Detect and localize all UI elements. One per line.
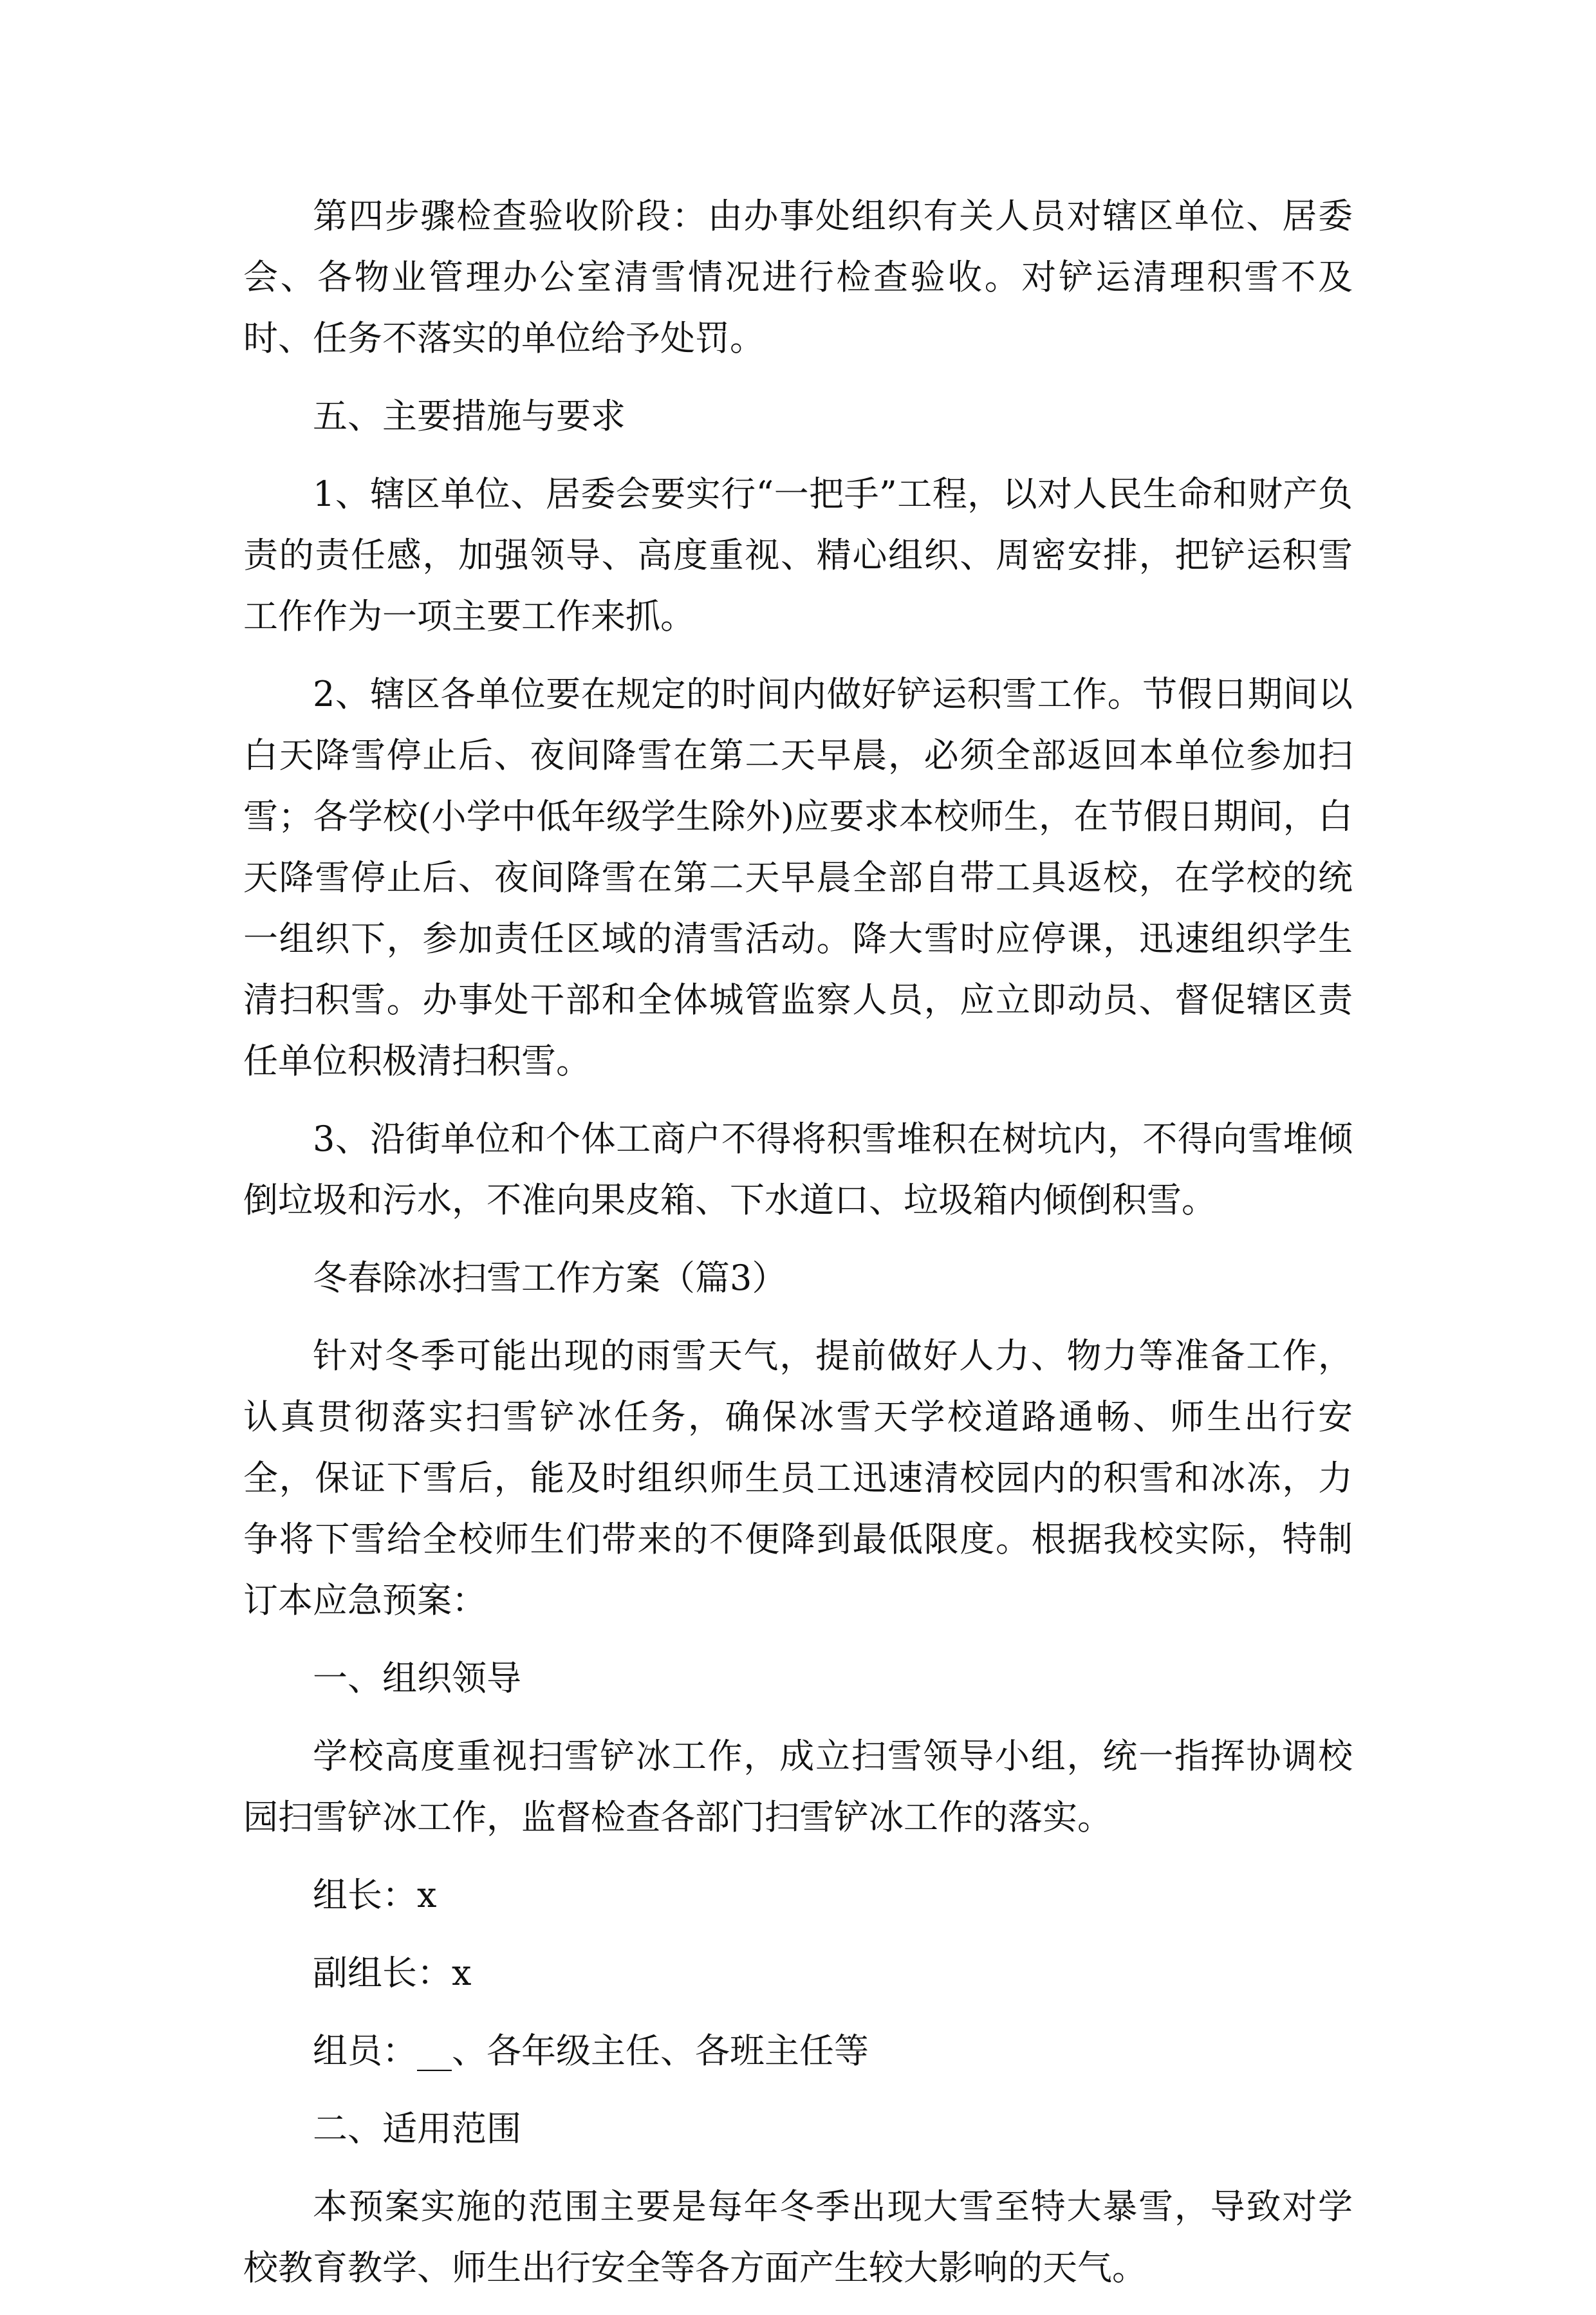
section-heading-organization: 一、组织领导 — [313, 1658, 521, 1698]
paragraph-measure-2: 2、辖区各单位要在规定的时间内做好铲运积雪工作。节假日期间以白天降雪停止后、夜间降雪在第二天早晨，必须全部返回本单位参加扫雪；各学校(小学中低年级学生除外)应要求本校师生，在节假日期间，白天降雪停止后、夜间降雪在第二天早晨全部自带工具返校，在学校的统一组织下，参加责任区域的清雪活动。降大雪时应停课，迅速组织学生清扫积雪。办事处干部和全体城管监察人员，应立即动员、督促辖区责任单位积极清扫积雪。 — [243, 674, 1353, 1081]
document-body — [243, 185, 1353, 2315]
paragraph-plan-3-intro: 针对冬季可能出现的雨雪天气，提前做好人力、物力等准备工作，认真贯彻落实扫雪铲冰任务，确保冰雪天学校道路通畅、师生出行安全，保证下雪后，能及时组织师生员工迅速清校园内的积雪和冰冻，力争将下雪给全校师生们带来的不便降到最低限度。根据我校实际，特制订本应急预案： — [243, 1335, 1353, 1621]
section-heading-scope: 二、适用范围 — [313, 2108, 521, 2149]
paragraph-scope: 本预案实施的范围主要是每年冬季出现大雪至特大暴雪，导致对学校教育教学、师生出行安全等各方面产生较大影响的天气。 — [243, 2186, 1353, 2288]
paragraph-organization: 学校高度重视扫雪铲冰工作，成立扫雪领导小组，统一指挥协调校园扫雪铲冰工作，监督检查各部门扫雪铲冰工作的落实。 — [243, 1736, 1353, 1837]
section-heading-measures: 五、主要措施与要求 — [313, 396, 626, 436]
paragraph-members: 组员：__、各年级主任、各班主任等 — [313, 2031, 869, 2071]
paragraph-step4-inspection: 第四步骤检查验收阶段：由办事处组织有关人员对辖区单位、居委会、各物业管理办公室清雪情况进行检查验收。对铲运清理积雪不及时、任务不落实的单位给予处罚。 — [243, 196, 1353, 358]
document-subtitle-plan-3: 冬春除冰扫雪工作方案（篇3） — [313, 1258, 787, 1298]
paragraph-measure-3: 3、沿街单位和个体工商户不得将积雪堆积在树坑内，不得向雪堆倾倒垃圾和污水，不准向果皮箱、下水道口、垃圾箱内倾倒积雪。 — [243, 1119, 1353, 1220]
paragraph-deputy-leader: 副组长：x — [313, 1953, 472, 1993]
paragraph-measure-1: 1、辖区单位、居委会要实行“一把手”工程，以对人民生命和财产负责的责任感，加强领导、高度重视、精心组织、周密安排，把铲运积雪工作作为一项主要工作来抓。 — [243, 474, 1353, 637]
paragraph-group-leader: 组长：x — [313, 1875, 437, 1915]
